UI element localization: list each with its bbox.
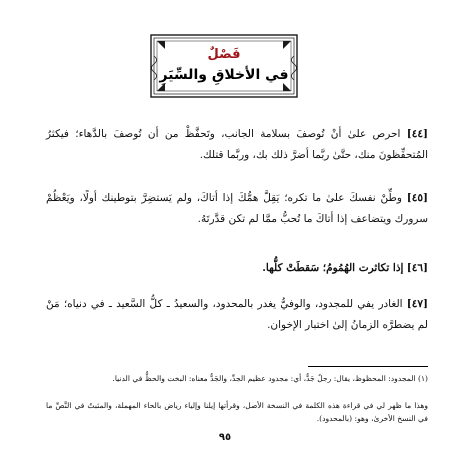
paragraph-text: إذا تكاثرت الهُمُومُ؛ سَقطَتْ كلُّها. (262, 262, 404, 274)
chapter-heading: فَصْلٌ (207, 47, 241, 62)
paragraph-number: [٤٤] (406, 128, 428, 140)
paragraph-47 (46, 294, 428, 336)
ornamental-border-icon (150, 34, 298, 98)
paragraph-text: احرص علىٰ أنْ تُوصفَ بسلامة الجانب، وتَحفَّظْ من أن تُوصفَ بالدَّهاء؛ فيكثرُ المُتحفِّظونَ منك، حتَّىٰ ربَّما أضرَّ ذلك بك، وربَّما قتلك. (46, 128, 428, 161)
paragraph-46 (46, 258, 428, 279)
footnote-divider (308, 366, 428, 367)
paragraph-number: [٤٥] (406, 192, 428, 204)
paragraph-45 (46, 188, 428, 230)
chapter-title-frame (150, 34, 298, 98)
footnote-2: وهذا ما ظهر لي في قراءة هذه الكلمة في النسخة الأصل، وقرأتها إيلنا وإلياء رياض بالحاء المهملة، والمثبتُ في النَّصِّ ما في النسخ الأخرىٰ، وهو: (بالمحدود). (46, 401, 428, 423)
paragraph-number: [٤٧] (406, 298, 429, 310)
paragraph-number: [٤٦] (406, 262, 428, 274)
paragraph-text: الغادر يفي للمجدود، والوفيُّ يغدر بالمحدود، والسعيدُ ـ كلُّ السَّعيد ـ في دنياه؛ مَنْ لم يضطرَّه الزمانُ إلىٰ اختبار الإخوان. (46, 298, 428, 331)
footnote-1: (١) المجدود: المحظوظ، يقال: رجلٌ جَدٌّ، أي: مجدود عظيم الجدِّ، والجَدُّ معناه: البخت والحظُّ في الدنيا. (112, 374, 428, 383)
chapter-subtitle: في الأخلاقِ والسِّيَرِ (159, 67, 289, 83)
paragraph-text: وطِّنْ نفسكَ علىٰ ما تكره؛ يَقِلَّ همُّكَ إذا أتاكَ، ولم يَستضِرَّ بتوطينك أولًا، ويَعْظُمْ سرورك ويتضاعف إذا أتاكَ ما تُحبُّ ممَّا لم تكن قدَّرتَهُ. (46, 192, 428, 225)
page-number: ٩٥ (218, 432, 232, 443)
paragraph-44 (46, 124, 428, 166)
